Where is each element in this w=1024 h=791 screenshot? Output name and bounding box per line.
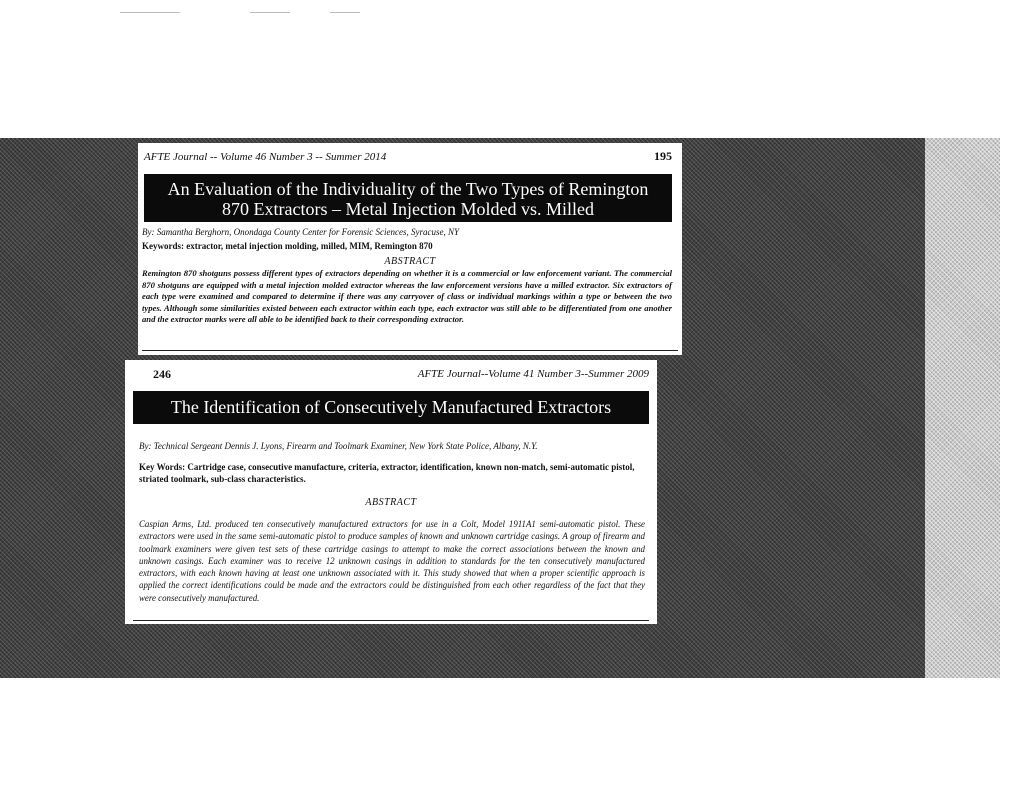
article-clipping-2014: [138, 143, 682, 355]
scan-speck: [330, 12, 360, 13]
divider: [133, 620, 649, 621]
article-title: [144, 174, 672, 222]
keywords-list: Cartridge case, consecutive manufacture, criteria, extractor, identification, known non-match, semi-automatic pistol, striated toolmark, sub-class characteristics.: [139, 462, 635, 484]
running-head: AFTE Journal -- Volume 46 Number 3 -- Summer 2014: [144, 151, 387, 163]
byline: By: Samantha Berghorn, Onondaga County Center for Forensic Sciences, Syracuse, NY: [142, 227, 460, 237]
keywords-list: extractor, metal injection molding, milled, MIM, Remington 870: [184, 241, 433, 251]
byline: By: Technical Sergeant Dennis J. Lyons, Firearm and Toolmark Examiner, New York State Police, Albany, N.Y.: [139, 441, 538, 451]
scan-speck: [250, 12, 290, 13]
article-clipping-2009: [125, 360, 657, 624]
keywords-label: Key Words:: [139, 462, 186, 472]
scan-edge: [925, 138, 1000, 678]
divider: [142, 350, 678, 351]
abstract-text: Caspian Arms, Ltd. produced ten consecutively manufactured extractors for use in a Colt, Model 1911A1 semi-automatic pistol. These extractors were used in the same semi-automatic pistol to produce samples of known and unknown cartridge casings. A group of firearm and toolmark examiners were given test sets of these cartridge casings to attempt to make the correct associations between the known and unknown casings. Each examiner was to receive 12 unknown casings in addition to standards for the ten consecutively manufactured extractors, with each known having at least one unknown associated with it. This study showed that when a proper scientific approach is applied the correct identifications could be made and the extractors could be distinguished from each other regardless of the fact that they were consecutively manufactured.: [139, 519, 645, 603]
abstract-heading: ABSTRACT: [384, 256, 436, 267]
page-number: 195: [654, 149, 672, 163]
title-line-2: 870 Extractors – Metal Injection Molded vs. Milled: [222, 199, 594, 219]
title-line-1: An Evaluation of the Individuality of the Two Types of Remington: [167, 179, 649, 199]
running-head: AFTE Journal--Volume 41 Number 3--Summer 2009: [417, 368, 649, 380]
scan-speck: [120, 12, 180, 13]
abstract-heading: ABSTRACT: [365, 497, 417, 508]
keywords-label: Keywords:: [142, 241, 184, 251]
keywords: [142, 241, 672, 252]
article-title: The Identification of Consecutively Manufactured Extractors: [133, 391, 649, 424]
abstract-text: Remington 870 shotguns possess different types of extractors depending on whether it is a commercial or law enforcement variant. The commercial 870 shotguns are equipped with a metal injection molded extractor whereas the law enforcement versions have a milled extractor. Six extractors of each type were examined and compared to determine if there was any carryover of class or individual markings within a type or between the two types. Although some similarities existed between each extractor within each type, each extractor was still able to be differentiated from one another and the extractor marks were all able to be identified back to their corresponding extractor.: [142, 268, 672, 325]
keywords: [139, 461, 645, 485]
page-number: 246: [153, 367, 171, 381]
